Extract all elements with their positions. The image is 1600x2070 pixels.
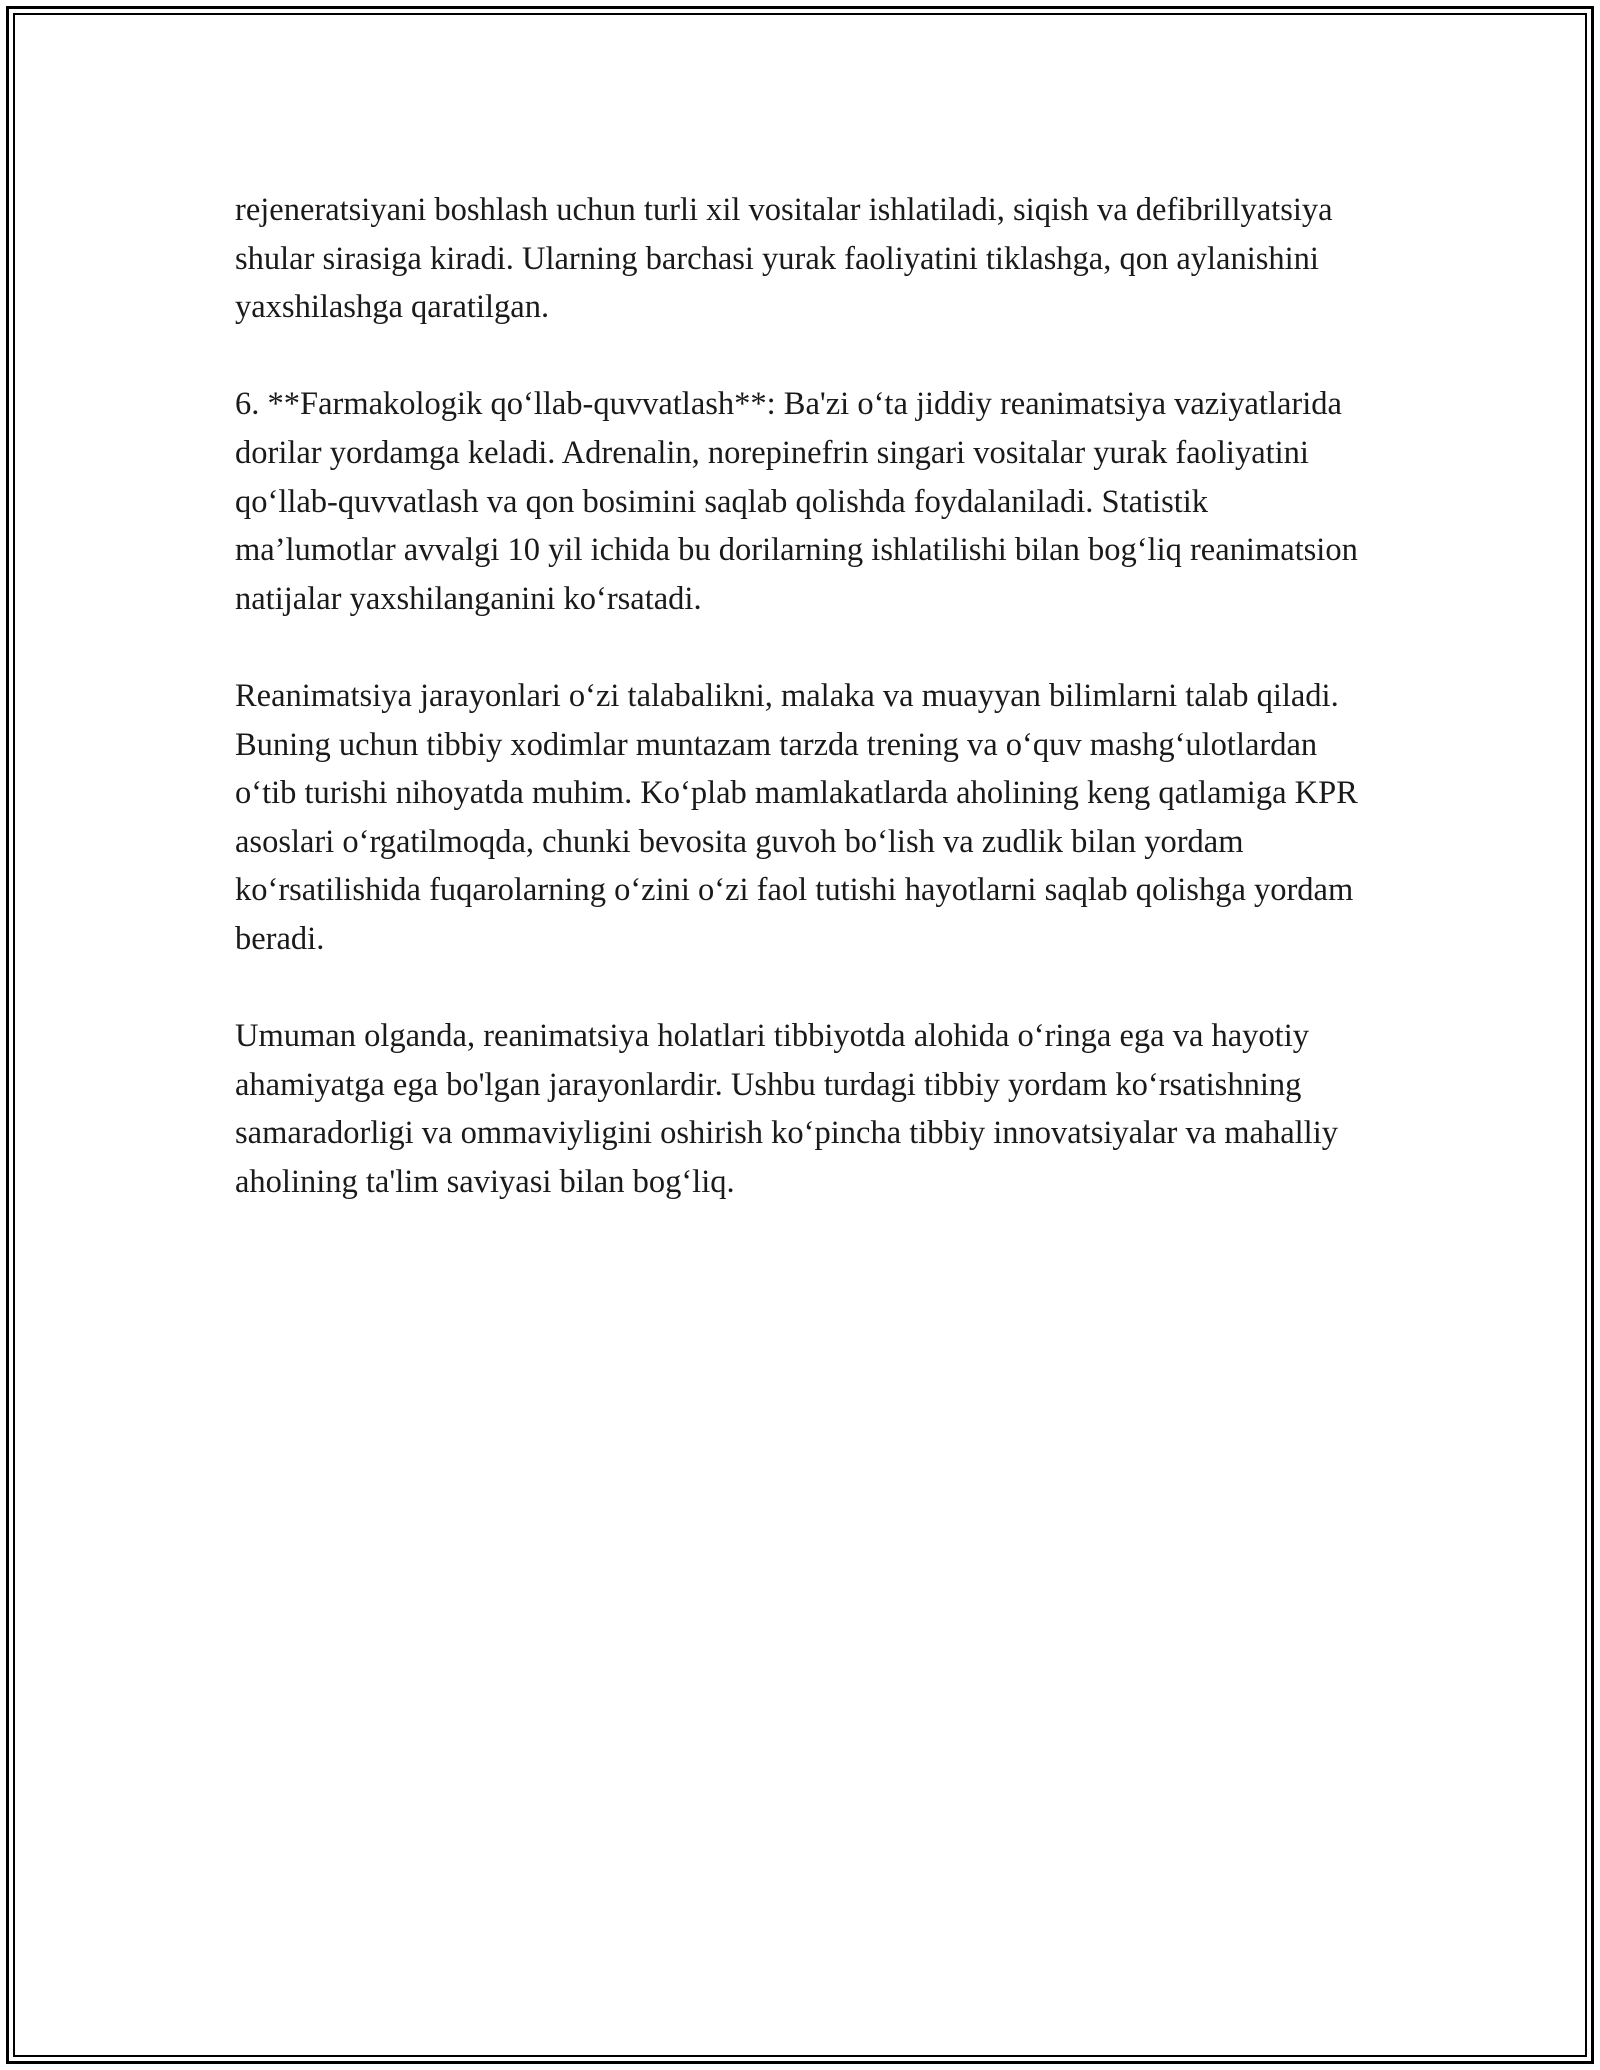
document-body — [235, 186, 1365, 1255]
paragraph-defibrillation: rejeneratsiyani boshlash uchun turli xil vositalar ishlatiladi, siqish va defibrillyatsiya shular sirasiga kiradi. Ularning barchasi yurak faoliyatini tiklashga, qon aylanishini yaxshilashga qaratilgan. — [235, 192, 1333, 326]
paragraph-pharmacological-support: 6. **Farmakologik qo‘llab-quvvatlash**: Ba'zi o‘ta jiddiy reanimatsiya vaziyatlarida dorilar yordamga keladi. Adrenalin, norepinefrin singari vositalar yurak faoliyatini qo‘llab-quvvatlash va qon bosimini saqlab qolishda foydalaniladi. Statistik ma’lumotlar avvalgi 10 yil ichida bu dorilarning ishlatilishi bilan bog‘liq reanimatsion natijalar yaxshilanganini ko‘rsatadi. — [235, 386, 1358, 617]
paragraph-training: Reanimatsiya jarayonlari o‘zi talabalikni, malaka va muayyan bilimlarni talab qiladi. Buning uchun tibbiy xodimlar muntazam tarzda trening va o‘quv mashg‘ulotlardan o‘tib turishi nihoyatda muhim. Ko‘plab mamlakatlarda aholining keng qatlamiga KPR asoslari o‘rgatilmoqda, chunki bevosita guvoh bo‘lish va zudlik bilan yordam ko‘rsatilishida fuqarolarning o‘zini o‘zi faol tutishi hayotlarni saqlab qolishga yordam beradi. — [235, 677, 1358, 957]
paragraph-conclusion: Umuman olganda, reanimatsiya holatlari tibbiyotda alohida o‘ringa ega va hayotiy ahamiyatga ega bo'lgan jarayonlardir. Ushbu turdagi tibbiy yordam ko‘rsatishning samaradorligi va ommaviyligini oshirish ko‘pincha tibbiy innovatsiyalar va mahalliy aholining ta'lim saviyasi bilan bog‘liq. — [235, 1018, 1338, 1200]
